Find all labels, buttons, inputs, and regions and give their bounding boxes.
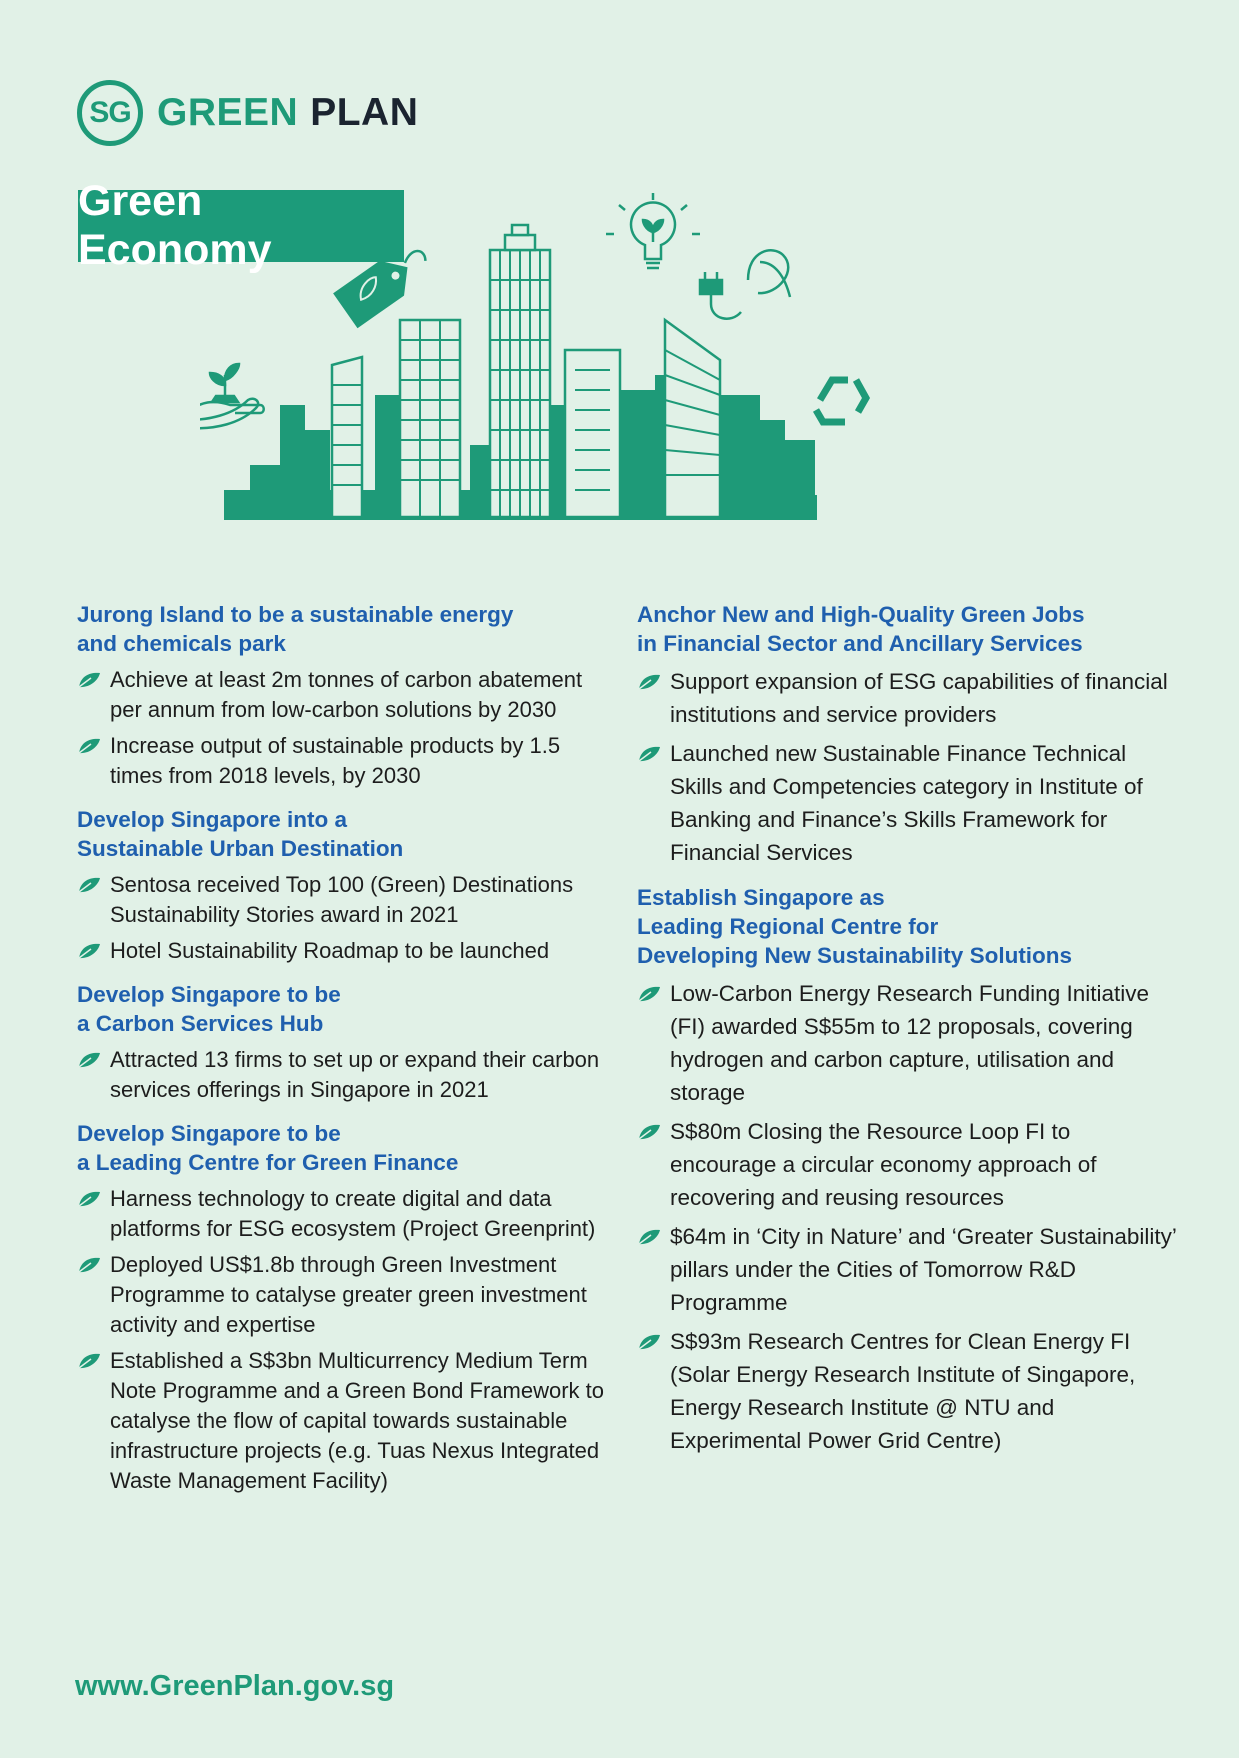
list-item — [77, 936, 617, 966]
heading-line: Anchor New and High-Quality Green Jobs — [637, 602, 1085, 627]
heading-line: Jurong Island to be a sustainable energy — [77, 602, 514, 627]
page-title: Green Economy — [78, 190, 404, 262]
list-item — [77, 665, 617, 725]
recycle-icon — [816, 380, 866, 422]
item-text: Low-Carbon Energy Research Funding Initiative (FI) awarded S$55m to 12 proposals, covering hydrogen and carbon capture, utilisation and storage — [670, 981, 1150, 1105]
item-text: Deployed US$1.8b through Green Investment Programme to catalyse greater green investment activity and expertise — [110, 1252, 587, 1337]
city-illustration — [200, 190, 1000, 580]
section-jurong-island — [77, 600, 617, 791]
section-urban-destination — [77, 805, 617, 966]
logo-wordmark — [157, 91, 418, 135]
bullet-list — [77, 1045, 617, 1105]
list-item — [637, 1325, 1182, 1457]
item-text: $64m in ‘City in Nature’ and ‘Greater Sustainability’ pillars under the Cities of Tomorrow R&D Programme — [670, 1224, 1177, 1315]
heading-line: Establish Singapore as — [637, 885, 885, 910]
item-text: Support expansion of ESG capabilities of financial institutions and service providers — [670, 669, 1168, 727]
list-item — [77, 870, 617, 930]
section-carbon-services — [77, 980, 617, 1105]
heading-line: in Financial Sector and Ancillary Services — [637, 631, 1083, 656]
logo-word-plan: PLAN — [310, 91, 419, 134]
bullet-list — [77, 1184, 617, 1496]
leaf-bullet-icon — [77, 671, 101, 689]
item-text: Hotel Sustainability Roadmap to be launched — [110, 938, 550, 963]
section-green-jobs — [637, 600, 1182, 869]
heading-line: Develop Singapore to be — [77, 982, 341, 1007]
list-item — [77, 731, 617, 791]
price-tag-leaf-icon — [335, 239, 436, 326]
bullet-list — [77, 665, 617, 791]
leaf-bullet-icon — [77, 1352, 101, 1370]
list-item — [637, 1115, 1182, 1214]
heading-line: a Carbon Services Hub — [77, 1011, 324, 1036]
leaf-bullet-icon — [77, 942, 101, 960]
list-item — [637, 665, 1182, 731]
section-heading — [77, 805, 617, 863]
logo-word-green: GREEN — [157, 91, 299, 134]
item-text: S$80m Closing the Resource Loop FI to encourage a circular economy approach of recovering and reusing resources — [670, 1119, 1097, 1210]
city-skyline-icon — [224, 225, 817, 520]
item-text: Harness technology to create digital and data platforms for ESG ecosystem (Project Greenprint) — [110, 1186, 596, 1241]
left-column — [77, 600, 617, 1510]
sg-logo-icon: SG — [77, 80, 143, 146]
list-item — [77, 1184, 617, 1244]
heading-line: Developing New Sustainability Solutions — [637, 943, 1073, 968]
list-item — [637, 977, 1182, 1109]
item-text: Achieve at least 2m tonnes of carbon abatement per annum from low-carbon solutions by 2030 — [110, 667, 583, 722]
item-text: Launched new Sustainable Finance Technical Skills and Competencies category in Institute of Banking and Finance’s Skills Framework for Financial Services — [670, 741, 1143, 865]
leaf-bullet-icon — [77, 1051, 101, 1069]
bullet-list — [637, 665, 1182, 869]
section-heading — [637, 600, 1182, 658]
bullet-list — [637, 977, 1182, 1457]
leaf-bullet-icon — [77, 737, 101, 755]
plug-leaf-icon — [700, 250, 790, 318]
item-text: Increase output of sustainable products by 1.5 times from 2018 levels, by 2030 — [110, 733, 561, 788]
section-heading — [637, 883, 1182, 970]
leaf-bullet-icon — [637, 1333, 661, 1351]
section-heading — [77, 1119, 617, 1177]
item-text: S$93m Research Centres for Clean Energy FI (Solar Energy Research Institute of Singapore, Energy Research Institute @ NTU and Experimental Power Grid Centre) — [670, 1329, 1136, 1453]
logo — [77, 75, 418, 151]
heading-line: Develop Singapore into a — [77, 807, 348, 832]
hand-seedling-icon — [200, 364, 264, 428]
leaf-bullet-icon — [637, 673, 661, 691]
heading-line: and chemicals park — [77, 631, 286, 656]
leaf-bullet-icon — [77, 1190, 101, 1208]
bullet-list — [77, 870, 617, 966]
list-item — [77, 1250, 617, 1340]
leaf-bullet-icon — [637, 1123, 661, 1141]
item-text: Established a S$3bn Multicurrency Medium Term Note Programme and a Green Bond Framework to catalyse the flow of capital towards sustainable infrastructure projects (e.g. Tuas Nexus Integrated Waste Management Facility) — [110, 1348, 605, 1493]
section-heading — [77, 600, 617, 658]
section-sustainability-solutions — [637, 883, 1182, 1457]
heading-line: Sustainable Urban Destination — [77, 836, 404, 861]
leaf-bullet-icon — [637, 985, 661, 1003]
list-item — [77, 1346, 617, 1496]
heading-line: Develop Singapore to be — [77, 1121, 341, 1146]
list-item — [637, 1220, 1182, 1319]
leaf-bullet-icon — [637, 745, 661, 763]
list-item — [637, 737, 1182, 869]
list-item — [77, 1045, 617, 1105]
right-column — [637, 600, 1182, 1471]
section-green-finance — [77, 1119, 617, 1496]
footer-website-link[interactable]: www.GreenPlan.gov.sg — [75, 1670, 395, 1702]
heading-line: Leading Regional Centre for — [637, 914, 939, 939]
leaf-bullet-icon — [637, 1228, 661, 1246]
section-heading — [77, 980, 617, 1038]
heading-line: a Leading Centre for Green Finance — [77, 1150, 459, 1175]
leaf-bullet-icon — [77, 1256, 101, 1274]
item-text: Sentosa received Top 100 (Green) Destinations Sustainability Stories award in 2021 — [110, 872, 574, 927]
leaf-bullet-icon — [77, 876, 101, 894]
item-text: Attracted 13 firms to set up or expand their carbon services offerings in Singapore in 2021 — [110, 1047, 600, 1102]
